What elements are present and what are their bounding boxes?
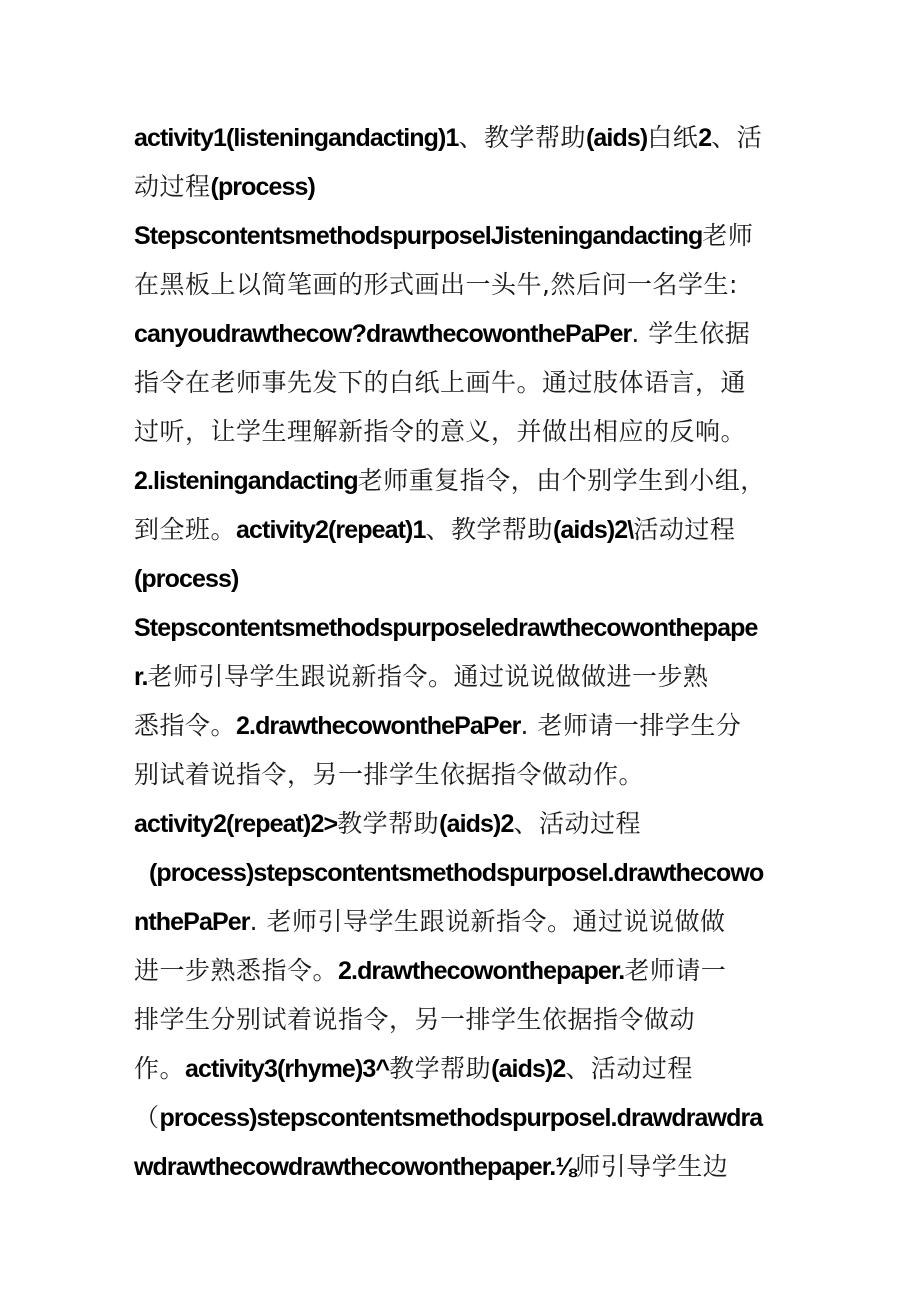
text-run: 进一步熟悉指令。 xyxy=(134,956,339,985)
text-run: 别试着说指令，另一排学生依据指令做动作。 xyxy=(134,760,645,789)
document-page xyxy=(134,113,814,1191)
text-run: 作。 xyxy=(134,1054,186,1083)
text-line xyxy=(134,946,814,995)
bold-text-run: StepscontentsmethodspurposelJisteningandacting xyxy=(134,222,703,250)
text-line xyxy=(134,1093,814,1142)
text-line xyxy=(134,897,814,946)
text-run: . 老师请一排学生分 xyxy=(520,711,742,740)
text-line xyxy=(134,652,814,701)
bold-text-run: 2.drawthecowonthepaper. xyxy=(338,957,625,985)
bold-text-run: (aids) xyxy=(585,124,648,152)
bold-text-run: 2.listeningandacting xyxy=(134,467,358,495)
text-line xyxy=(134,260,814,309)
text-run: 师引导学生边 xyxy=(575,1152,729,1181)
text-run: 指令在老师事先发下的白纸上画牛。通过肢体语言，通 xyxy=(134,368,747,397)
text-line xyxy=(134,113,814,162)
bold-text-run: (aids)2 xyxy=(491,1055,566,1083)
text-line xyxy=(134,1142,814,1191)
text-run: 教学帮助 xyxy=(389,1054,492,1083)
text-run: 、活动过程 xyxy=(565,1054,693,1083)
bold-text-run: (aids)2\ xyxy=(552,516,634,544)
bold-text-run: (process)stepscontentsmethodspurposel.drawthecowo xyxy=(149,859,764,887)
text-line xyxy=(134,309,814,358)
bold-text-run: 2 xyxy=(698,124,712,152)
bold-text-run: activity2(repeat)1 xyxy=(236,516,426,544)
bold-text-run: r. xyxy=(134,663,148,691)
bold-text-run: (aids)2 xyxy=(439,810,514,838)
text-run: 老师请一 xyxy=(624,956,727,985)
text-run: 到全班。 xyxy=(134,515,237,544)
text-run: 、活动过程 xyxy=(513,809,641,838)
text-run: 悉指令。 xyxy=(134,711,237,740)
bold-text-run: (process) xyxy=(210,173,315,201)
bold-text-run: canyoudrawthecow?drawthecowonthePaPer xyxy=(134,320,632,348)
text-run: . 老师引导学生跟说新指令。通过说说做做 xyxy=(249,907,726,936)
text-run: 教学帮助 xyxy=(337,809,440,838)
text-run: 活动过程 xyxy=(633,515,736,544)
text-line xyxy=(134,554,814,603)
text-run: 白纸 xyxy=(647,123,699,152)
bold-text-run: Stepscontentsmethodspurposeledrawthecowonthepape xyxy=(134,614,758,642)
bold-text-run: 2.drawthecowonthePaPer xyxy=(236,712,521,740)
text-line xyxy=(134,358,814,407)
text-line xyxy=(134,799,814,848)
text-run: . 学生依据 xyxy=(631,319,751,348)
text-run: 老师重复指令，由个别学生到小组， xyxy=(357,466,766,495)
text-line xyxy=(134,1044,814,1093)
bold-text-run: activity1(listeningandacting)1 xyxy=(134,124,459,152)
text-line xyxy=(134,995,814,1044)
text-line xyxy=(134,603,814,652)
text-line xyxy=(134,162,814,211)
text-run: 在黑板上以简笔画的形式画出一头牛,然后问一名学生: xyxy=(134,270,738,299)
bold-text-run: process)stepscontentsmethodspurposel.drawdrawdra xyxy=(159,1104,763,1132)
text-run: 排学生分别试着说指令，另一排学生依据指令做动 xyxy=(134,1005,696,1034)
text-line xyxy=(134,701,814,750)
bold-text-run: nthePaPer xyxy=(134,908,250,936)
text-run: 、活 xyxy=(711,123,763,152)
bold-text-run: (process) xyxy=(134,565,239,593)
bold-text-run: wdrawthecowdrawthecowonthepaper.⅛ xyxy=(134,1153,576,1181)
text-line xyxy=(134,456,814,505)
text-line xyxy=(134,505,814,554)
text-line xyxy=(134,211,814,260)
text-line xyxy=(134,750,814,799)
text-run: 、教学帮助 xyxy=(425,515,553,544)
text-line xyxy=(134,407,814,456)
text-run: 老师引导学生跟说新指令。通过说说做做进一步熟 xyxy=(147,662,709,691)
bold-text-run: activity3(rhyme)3^ xyxy=(185,1055,390,1083)
text-run: 老师 xyxy=(702,221,754,250)
text-run: （ xyxy=(134,1103,160,1132)
text-run: 过听，让学生理解新指令的意义，并做出相应的反响。 xyxy=(134,417,747,446)
text-line xyxy=(134,848,814,897)
bold-text-run: activity2(repeat)2> xyxy=(134,810,338,838)
text-run: 、教学帮助 xyxy=(458,123,586,152)
text-run: 动过程 xyxy=(134,172,211,201)
